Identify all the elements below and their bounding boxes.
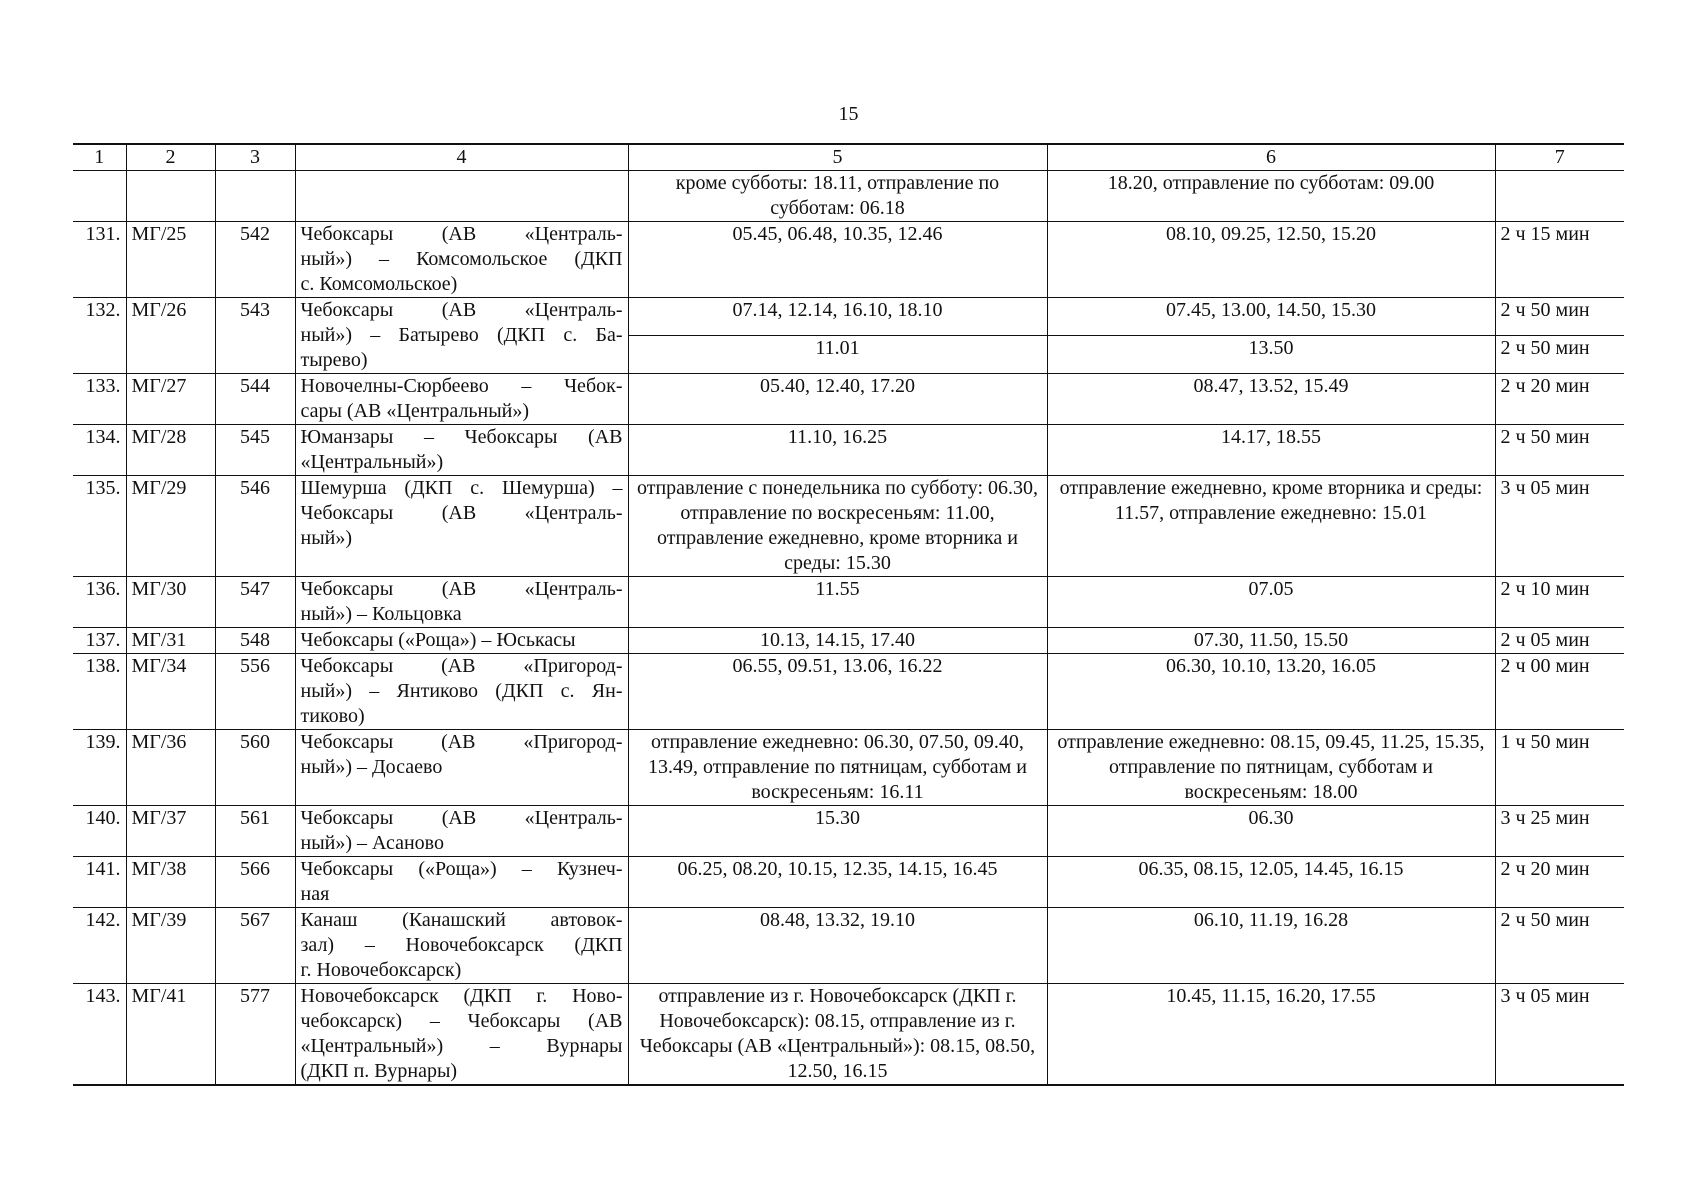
registration-number-cell: МГ/31 <box>126 628 215 654</box>
table-row <box>73 374 1624 425</box>
route-number-cell: 577 <box>215 984 295 1086</box>
row-number-cell: 131. <box>73 222 126 298</box>
table-row <box>73 298 1624 336</box>
route-name-cell <box>295 577 628 628</box>
route-name-line: Чебоксары (АВ «Пригород- <box>300 655 623 677</box>
table-row <box>73 857 1624 908</box>
column-header: 6 <box>1047 144 1495 171</box>
departure-end-cell: 13.50 <box>1047 336 1495 374</box>
row-number-cell: 143. <box>73 984 126 1086</box>
registration-number-cell: МГ/27 <box>126 374 215 425</box>
route-number-cell: 560 <box>215 730 295 806</box>
row-number-cell: 137. <box>73 628 126 654</box>
registration-number-cell: МГ/29 <box>126 476 215 577</box>
departure-start-cell: 07.14, 12.14, 16.10, 18.10 <box>628 298 1047 336</box>
route-name-line: (ДКП п. Вурнары) <box>300 1060 458 1082</box>
table-row <box>73 577 1624 628</box>
departure-start-cell: отправление ежедневно: 06.30, 07.50, 09.40, 13.49, отправление по пятницам, субботам и воскресеньям: 16.11 <box>628 730 1047 806</box>
route-name-line: ный») – Кольцовка <box>300 603 462 625</box>
departure-end-cell: 06.30, 10.10, 13.20, 16.05 <box>1047 654 1495 730</box>
table-row <box>73 222 1624 298</box>
row-number-cell: 138. <box>73 654 126 730</box>
empty-cell <box>1495 171 1624 222</box>
route-name-line: Новочелны-Сюрбеево – Чебок- <box>300 375 623 397</box>
route-name-line: «Центральный») – Вурнары <box>300 1035 623 1057</box>
departure-end-cell: отправление ежедневно: 08.15, 09.45, 11.25, 15.35, отправление по пятницам, субботам и воскресеньям: 18.00 <box>1047 730 1495 806</box>
route-name-line: Чебоксары (АВ «Централь- <box>300 578 623 600</box>
travel-time-cell: 3 ч 05 мин <box>1495 476 1624 577</box>
route-number-cell: 543 <box>215 298 295 374</box>
route-number-cell: 544 <box>215 374 295 425</box>
column-header: 4 <box>295 144 628 171</box>
registration-number-cell: МГ/25 <box>126 222 215 298</box>
travel-time-cell: 2 ч 15 мин <box>1495 222 1624 298</box>
column-header: 2 <box>126 144 215 171</box>
registration-number-cell: МГ/38 <box>126 857 215 908</box>
route-name-line: Шемурша (ДКП с. Шемурша) – <box>300 477 623 499</box>
departure-end-cell: 07.45, 13.00, 14.50, 15.30 <box>1047 298 1495 336</box>
table-row <box>73 476 1624 577</box>
route-name-line: тиково) <box>300 705 365 727</box>
header-row <box>73 144 1624 171</box>
row-number-cell: 132. <box>73 298 126 374</box>
travel-time-cell: 2 ч 50 мин <box>1495 298 1624 336</box>
route-name-cell <box>295 857 628 908</box>
departure-start-cell: 08.48, 13.32, 19.10 <box>628 908 1047 984</box>
registration-number-cell: МГ/41 <box>126 984 215 1086</box>
row-number-cell: 136. <box>73 577 126 628</box>
route-name-line: Канаш (Канашский автовок- <box>300 909 623 931</box>
route-number-cell: 542 <box>215 222 295 298</box>
departure-end-cell: 06.30 <box>1047 806 1495 857</box>
route-name-cell <box>295 806 628 857</box>
departure-end-cell: 06.35, 08.15, 12.05, 14.45, 16.15 <box>1047 857 1495 908</box>
travel-time-cell: 2 ч 50 мин <box>1495 908 1624 984</box>
departure-start-cell: 11.01 <box>628 336 1047 374</box>
departure-start-cell: 06.25, 08.20, 10.15, 12.35, 14.15, 16.45 <box>628 857 1047 908</box>
route-name-line: зал) – Новочебоксарск (ДКП <box>300 934 623 956</box>
departure-start-cell: 06.55, 09.51, 13.06, 16.22 <box>628 654 1047 730</box>
table-row <box>73 654 1624 730</box>
departure-start-cell: 11.55 <box>628 577 1047 628</box>
column-header: 5 <box>628 144 1047 171</box>
table-row <box>73 628 1624 654</box>
table-row <box>73 806 1624 857</box>
departure-start-cell: 11.10, 16.25 <box>628 425 1047 476</box>
departure-end-cell: 07.30, 11.50, 15.50 <box>1047 628 1495 654</box>
travel-time-cell: 2 ч 50 мин <box>1495 336 1624 374</box>
route-name-line: Чебоксары (АВ «Централь- <box>300 807 623 829</box>
page-number: 15 <box>838 103 859 125</box>
route-number-cell: 561 <box>215 806 295 857</box>
empty-cell <box>73 171 126 222</box>
route-name-line: ный») <box>300 527 353 549</box>
row-number-cell: 135. <box>73 476 126 577</box>
travel-time-cell: 1 ч 50 мин <box>1495 730 1624 806</box>
route-name-cell <box>295 908 628 984</box>
route-name-line: ный») – Комсомольское (ДКП <box>300 248 623 270</box>
empty-cell <box>126 171 215 222</box>
route-number-cell: 546 <box>215 476 295 577</box>
departure-start-cell: отправление из г. Новочебоксарск (ДКП г. Новочебоксарск): 08.15, отправление из г. Чебоксары (АВ «Центральный»): 08.15, 08.50, 12.50, 16.15 <box>628 984 1047 1086</box>
route-name-line: Чебоксары (АВ «Централь- <box>300 223 623 245</box>
route-number-cell: 548 <box>215 628 295 654</box>
route-name-line: Чебоксары («Роща») – Кузнеч- <box>300 858 623 880</box>
row-number-cell: 142. <box>73 908 126 984</box>
column-header: 1 <box>73 144 126 171</box>
route-name-line: ный») – Асаново <box>300 832 444 854</box>
route-name-line: ный») – Досаево <box>300 756 443 778</box>
departure-end-cell: 18.20, отправление по субботам: 09.00 <box>1047 171 1495 222</box>
table-row <box>73 425 1624 476</box>
route-number-cell: 545 <box>215 425 295 476</box>
route-name-cell <box>295 654 628 730</box>
departure-start-cell: 05.45, 06.48, 10.35, 12.46 <box>628 222 1047 298</box>
route-number-cell: 547 <box>215 577 295 628</box>
departure-start-cell: 05.40, 12.40, 17.20 <box>628 374 1047 425</box>
departure-start-cell: кроме субботы: 18.11, отправление по субботам: 06.18 <box>628 171 1047 222</box>
departure-start-cell: 10.13, 14.15, 17.40 <box>628 628 1047 654</box>
departure-end-cell: 10.45, 11.15, 16.20, 17.55 <box>1047 984 1495 1086</box>
departure-end-cell: 07.05 <box>1047 577 1495 628</box>
travel-time-cell: 3 ч 25 мин <box>1495 806 1624 857</box>
column-header: 3 <box>215 144 295 171</box>
route-name-line: Новочебоксарск (ДКП г. Ново- <box>300 985 623 1007</box>
route-name-line: чебоксарск) – Чебоксары (АВ <box>300 1010 623 1032</box>
row-number-cell: 139. <box>73 730 126 806</box>
continuation-row <box>73 171 1624 222</box>
schedule-table <box>73 143 1624 1086</box>
route-number-cell: 556 <box>215 654 295 730</box>
row-number-cell: 134. <box>73 425 126 476</box>
registration-number-cell: МГ/26 <box>126 298 215 374</box>
departure-end-cell: 08.47, 13.52, 15.49 <box>1047 374 1495 425</box>
registration-number-cell: МГ/36 <box>126 730 215 806</box>
route-name-line: ный») – Батырево (ДКП с. Ба- <box>300 324 623 346</box>
registration-number-cell: МГ/30 <box>126 577 215 628</box>
route-name-cell <box>295 374 628 425</box>
route-name-line: Чебоксары (АВ «Централь- <box>300 299 623 321</box>
travel-time-cell: 2 ч 20 мин <box>1495 374 1624 425</box>
travel-time-cell: 3 ч 05 мин <box>1495 984 1624 1086</box>
travel-time-cell: 2 ч 05 мин <box>1495 628 1624 654</box>
row-number-cell: 133. <box>73 374 126 425</box>
row-number-cell: 140. <box>73 806 126 857</box>
route-name-line: Юманзары – Чебоксары (АВ <box>300 426 623 448</box>
row-number-cell: 141. <box>73 857 126 908</box>
table-row <box>73 908 1624 984</box>
travel-time-cell: 2 ч 10 мин <box>1495 577 1624 628</box>
route-name-line: Чебоксары («Роща») – Юськасы <box>300 629 576 651</box>
registration-number-cell: МГ/37 <box>126 806 215 857</box>
route-name-line: сары (АВ «Центральный») <box>300 400 530 422</box>
departure-end-cell: 08.10, 09.25, 12.50, 15.20 <box>1047 222 1495 298</box>
empty-cell <box>215 171 295 222</box>
travel-time-cell: 2 ч 20 мин <box>1495 857 1624 908</box>
empty-cell <box>295 171 628 222</box>
route-name-cell <box>295 984 628 1086</box>
registration-number-cell: МГ/34 <box>126 654 215 730</box>
route-name-line: ный») – Янтиково (ДКП с. Ян- <box>300 680 623 702</box>
route-name-line: с. Комсомольское) <box>300 273 458 295</box>
travel-time-cell: 2 ч 50 мин <box>1495 425 1624 476</box>
departure-end-cell: отправление ежедневно, кроме вторника и среды: 11.57, отправление ежедневно: 15.01 <box>1047 476 1495 577</box>
departure-end-cell: 06.10, 11.19, 16.28 <box>1047 908 1495 984</box>
route-name-cell <box>295 628 628 654</box>
route-number-cell: 566 <box>215 857 295 908</box>
route-name-cell <box>295 476 628 577</box>
departure-end-cell: 14.17, 18.55 <box>1047 425 1495 476</box>
route-name-line: г. Новочебоксарск) <box>300 959 462 981</box>
route-name-line: ная <box>300 883 330 905</box>
route-name-line: Чебоксары (АВ «Пригород- <box>300 731 623 753</box>
route-name-cell <box>295 298 628 374</box>
registration-number-cell: МГ/39 <box>126 908 215 984</box>
route-name-cell <box>295 730 628 806</box>
table-row <box>73 730 1624 806</box>
route-name-line: тырево) <box>300 349 368 371</box>
registration-number-cell: МГ/28 <box>126 425 215 476</box>
route-number-cell: 567 <box>215 908 295 984</box>
route-name-cell <box>295 222 628 298</box>
table-row <box>73 984 1624 1086</box>
departure-start-cell: 15.30 <box>628 806 1047 857</box>
route-name-line: Чебоксары (АВ «Централь- <box>300 502 623 524</box>
travel-time-cell: 2 ч 00 мин <box>1495 654 1624 730</box>
departure-start-cell: отправление с понедельника по субботу: 06.30, отправление по воскресеньям: 11.00, отправление ежедневно, кроме вторника и среды: 15.30 <box>628 476 1047 577</box>
route-name-cell <box>295 425 628 476</box>
column-header: 7 <box>1495 144 1624 171</box>
route-name-line: «Центральный») <box>300 451 444 473</box>
